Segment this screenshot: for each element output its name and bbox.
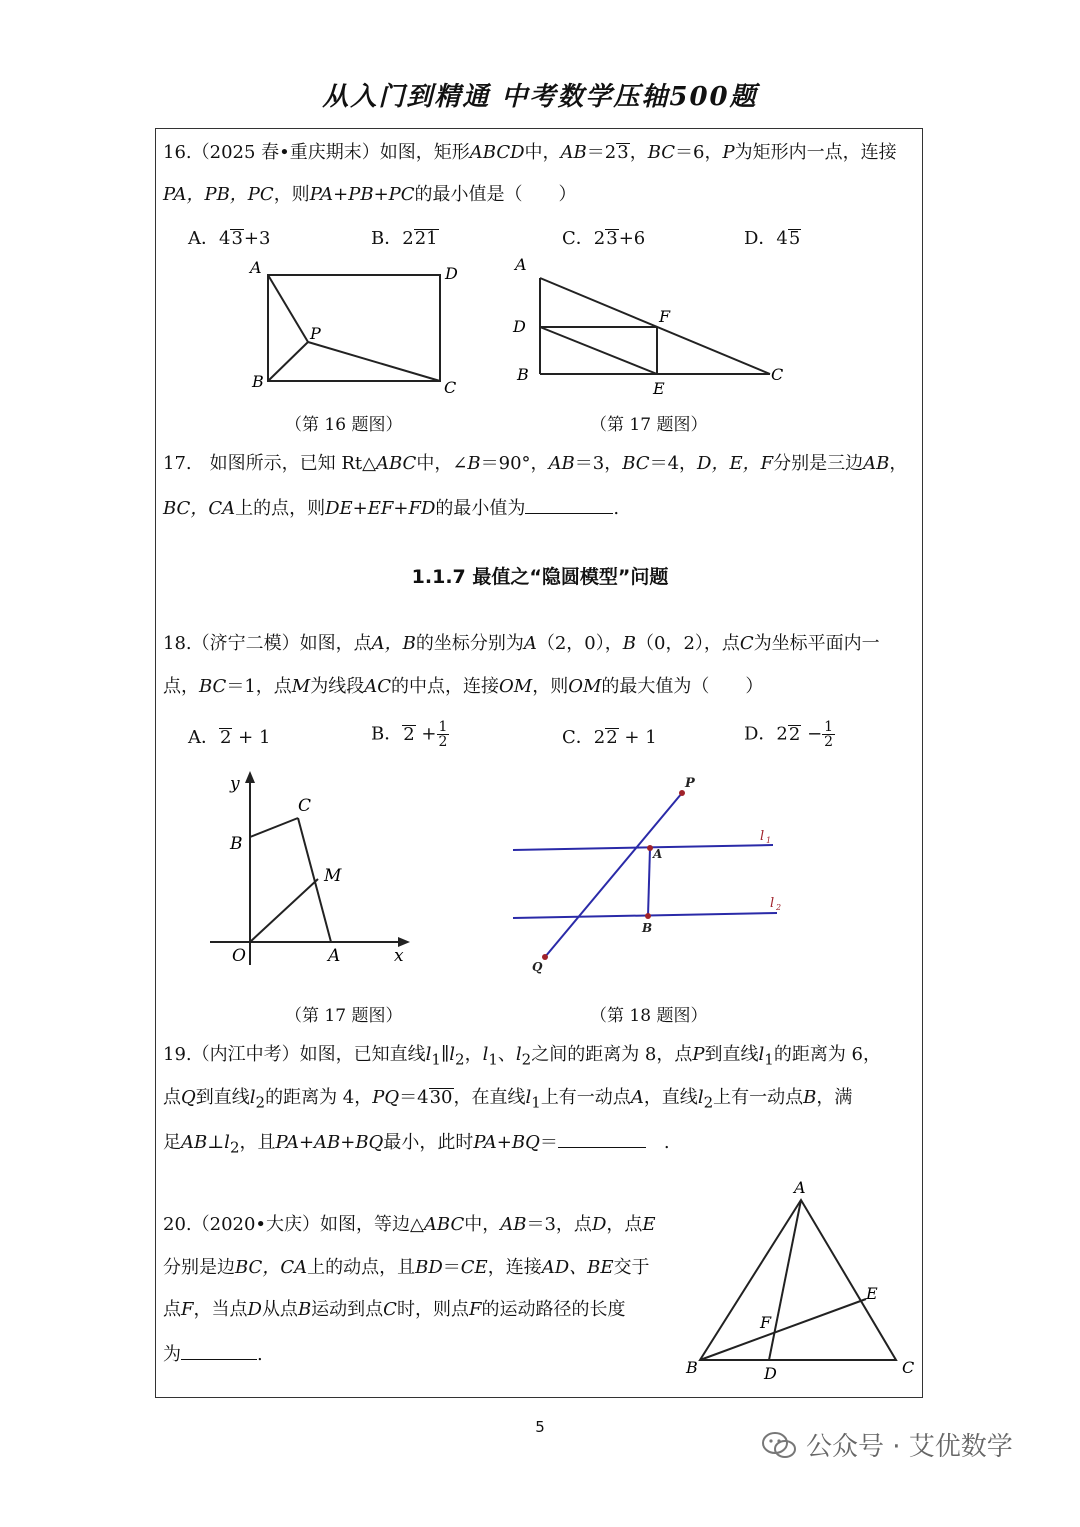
coord-label-m: M: [324, 866, 342, 886]
lines-label-b: B: [642, 921, 653, 935]
q18-line2: 点，BC＝1，点M为线段AC的中点，连接OM，则OM的最大值为（ ）: [163, 676, 764, 697]
section-title: 1.1.7 最值之“隐圆模型”问题: [411, 566, 669, 588]
rect-label-b: B: [252, 372, 264, 391]
figure-parallel-lines: [505, 770, 795, 980]
figure-16-caption: （第 16 题图）: [285, 415, 403, 435]
q20-line4: 为 .: [163, 1341, 263, 1367]
q16-line1: 16.（2025 春•重庆期末）如图，矩形ABCD中，AB＝23，BC＝6，P为矩形内一点，连接: [163, 142, 897, 163]
rect-label-p: P: [310, 324, 321, 343]
q18-option-b[interactable]: B．2 + $\frac{1}{2}$: [371, 719, 448, 750]
q19-line3: 足$AB\perp l_2$，且PA+AB+BQ最小，此时PA+BQ＝ .: [163, 1129, 670, 1160]
rect-label-a: A: [250, 258, 262, 277]
tri20-label-e: E: [866, 1284, 878, 1303]
lines-label-l1-sub: 1: [766, 836, 772, 845]
tri20-label-c: C: [902, 1358, 915, 1377]
tri17-label-f: F: [659, 307, 671, 326]
q20-line2: 分别是边BC，CA上的动点，且BD＝CE，连接AD、BE交于: [163, 1257, 650, 1278]
tri17-label-c: C: [771, 365, 784, 384]
q20-answer-blank[interactable]: [181, 1341, 257, 1360]
rect-label-c: C: [444, 378, 457, 397]
page-header-title: 从入门到精通 中考数学压轴500题: [322, 82, 758, 112]
watermark-text: 公众号 · 艾优数学: [806, 1432, 1013, 1462]
tri17-label-a: A: [515, 255, 527, 274]
q16-option-a[interactable]: A．43+3: [188, 228, 271, 249]
coord-label-a: A: [328, 946, 341, 966]
q16-option-c[interactable]: C．23+6: [562, 228, 646, 249]
figure-17-caption: （第 17 题图）: [590, 415, 708, 435]
figure-20-triangle: [680, 1175, 920, 1385]
tri17-label-e: E: [653, 379, 665, 398]
q16-option-d[interactable]: D．45: [744, 228, 801, 249]
tri20-label-a: A: [794, 1178, 806, 1197]
tri17-label-b: B: [517, 365, 529, 384]
figure-17b-caption: （第 17 题图）: [285, 1006, 403, 1026]
q20-line3: 点F，当点D从点B运动到点C时，则点F的运动路径的长度: [163, 1299, 626, 1320]
rect-label-d: D: [445, 264, 458, 283]
coord-label-o: O: [232, 946, 246, 966]
q17-line2: BC，CA上的点，则DE+EF+FD的最小值为 .: [163, 495, 619, 521]
tri20-label-b: B: [686, 1358, 698, 1377]
coord-label-b: B: [230, 834, 243, 854]
q16-line2: PA，PB，PC，则PA+PB+PC的最小值是（ ）: [163, 184, 577, 205]
tri20-label-f: F: [760, 1313, 772, 1332]
q19-answer-blank[interactable]: [558, 1129, 646, 1148]
figure-16-rectangle: [240, 255, 470, 405]
page-number: 5: [535, 1418, 545, 1436]
lines-label-p: P: [685, 776, 695, 791]
q17-line1: 17. 如图所示，已知 Rt△ABC中，∠B＝90°，AB＝3，BC＝4，D，E，F分别是三边AB，: [163, 453, 908, 474]
q17-answer-blank[interactable]: [525, 495, 613, 514]
lines-label-l2: l: [770, 896, 775, 911]
q16-option-b[interactable]: B．221: [371, 228, 438, 249]
lines-label-q: Q: [532, 960, 543, 974]
wechat-icon: [762, 1431, 796, 1459]
q18-option-d[interactable]: D．22 − $\frac{1}{2}$: [744, 719, 834, 750]
q19-line2: 点Q到直线$l_2$的距离为 4，PQ＝430，在直线$l_1$上有一动点A，直线$l_2$上有一动点B，满: [163, 1087, 853, 1112]
lines-label-l2-sub: 2: [776, 903, 782, 912]
coord-label-y: y: [230, 774, 240, 794]
lines-label-a: A: [653, 847, 663, 861]
tri17-label-d: D: [513, 317, 526, 336]
coord-label-c: C: [298, 796, 312, 816]
q19-line1: 19.（内江中考）如图，已知直线$l_1\parallel l_2$，$l_1$、$l_2$之间的距离为 8，点P到直线$l_1$的距离为 6，: [163, 1044, 882, 1069]
q20-line1: 20.（2020•大庆）如图，等边△ABC中，AB＝3，点D，点E: [163, 1214, 656, 1235]
tri20-label-d: D: [764, 1364, 777, 1383]
q18-line1: 18.（济宁二模）如图，点A，B的坐标分别为A（2，0），B（0，2），点C为坐标平面内一: [163, 633, 880, 654]
figure-18-caption: （第 18 题图）: [590, 1006, 708, 1026]
q18-option-c[interactable]: C．22 + 1: [562, 727, 657, 748]
coord-label-x: x: [394, 946, 404, 966]
watermark: [762, 1426, 1013, 1463]
figure-coordinate: [200, 765, 420, 975]
figure-17-triangle: [505, 250, 795, 400]
lines-label-l1: l: [760, 829, 765, 844]
q18-option-a[interactable]: A．2 + 1: [188, 727, 271, 748]
